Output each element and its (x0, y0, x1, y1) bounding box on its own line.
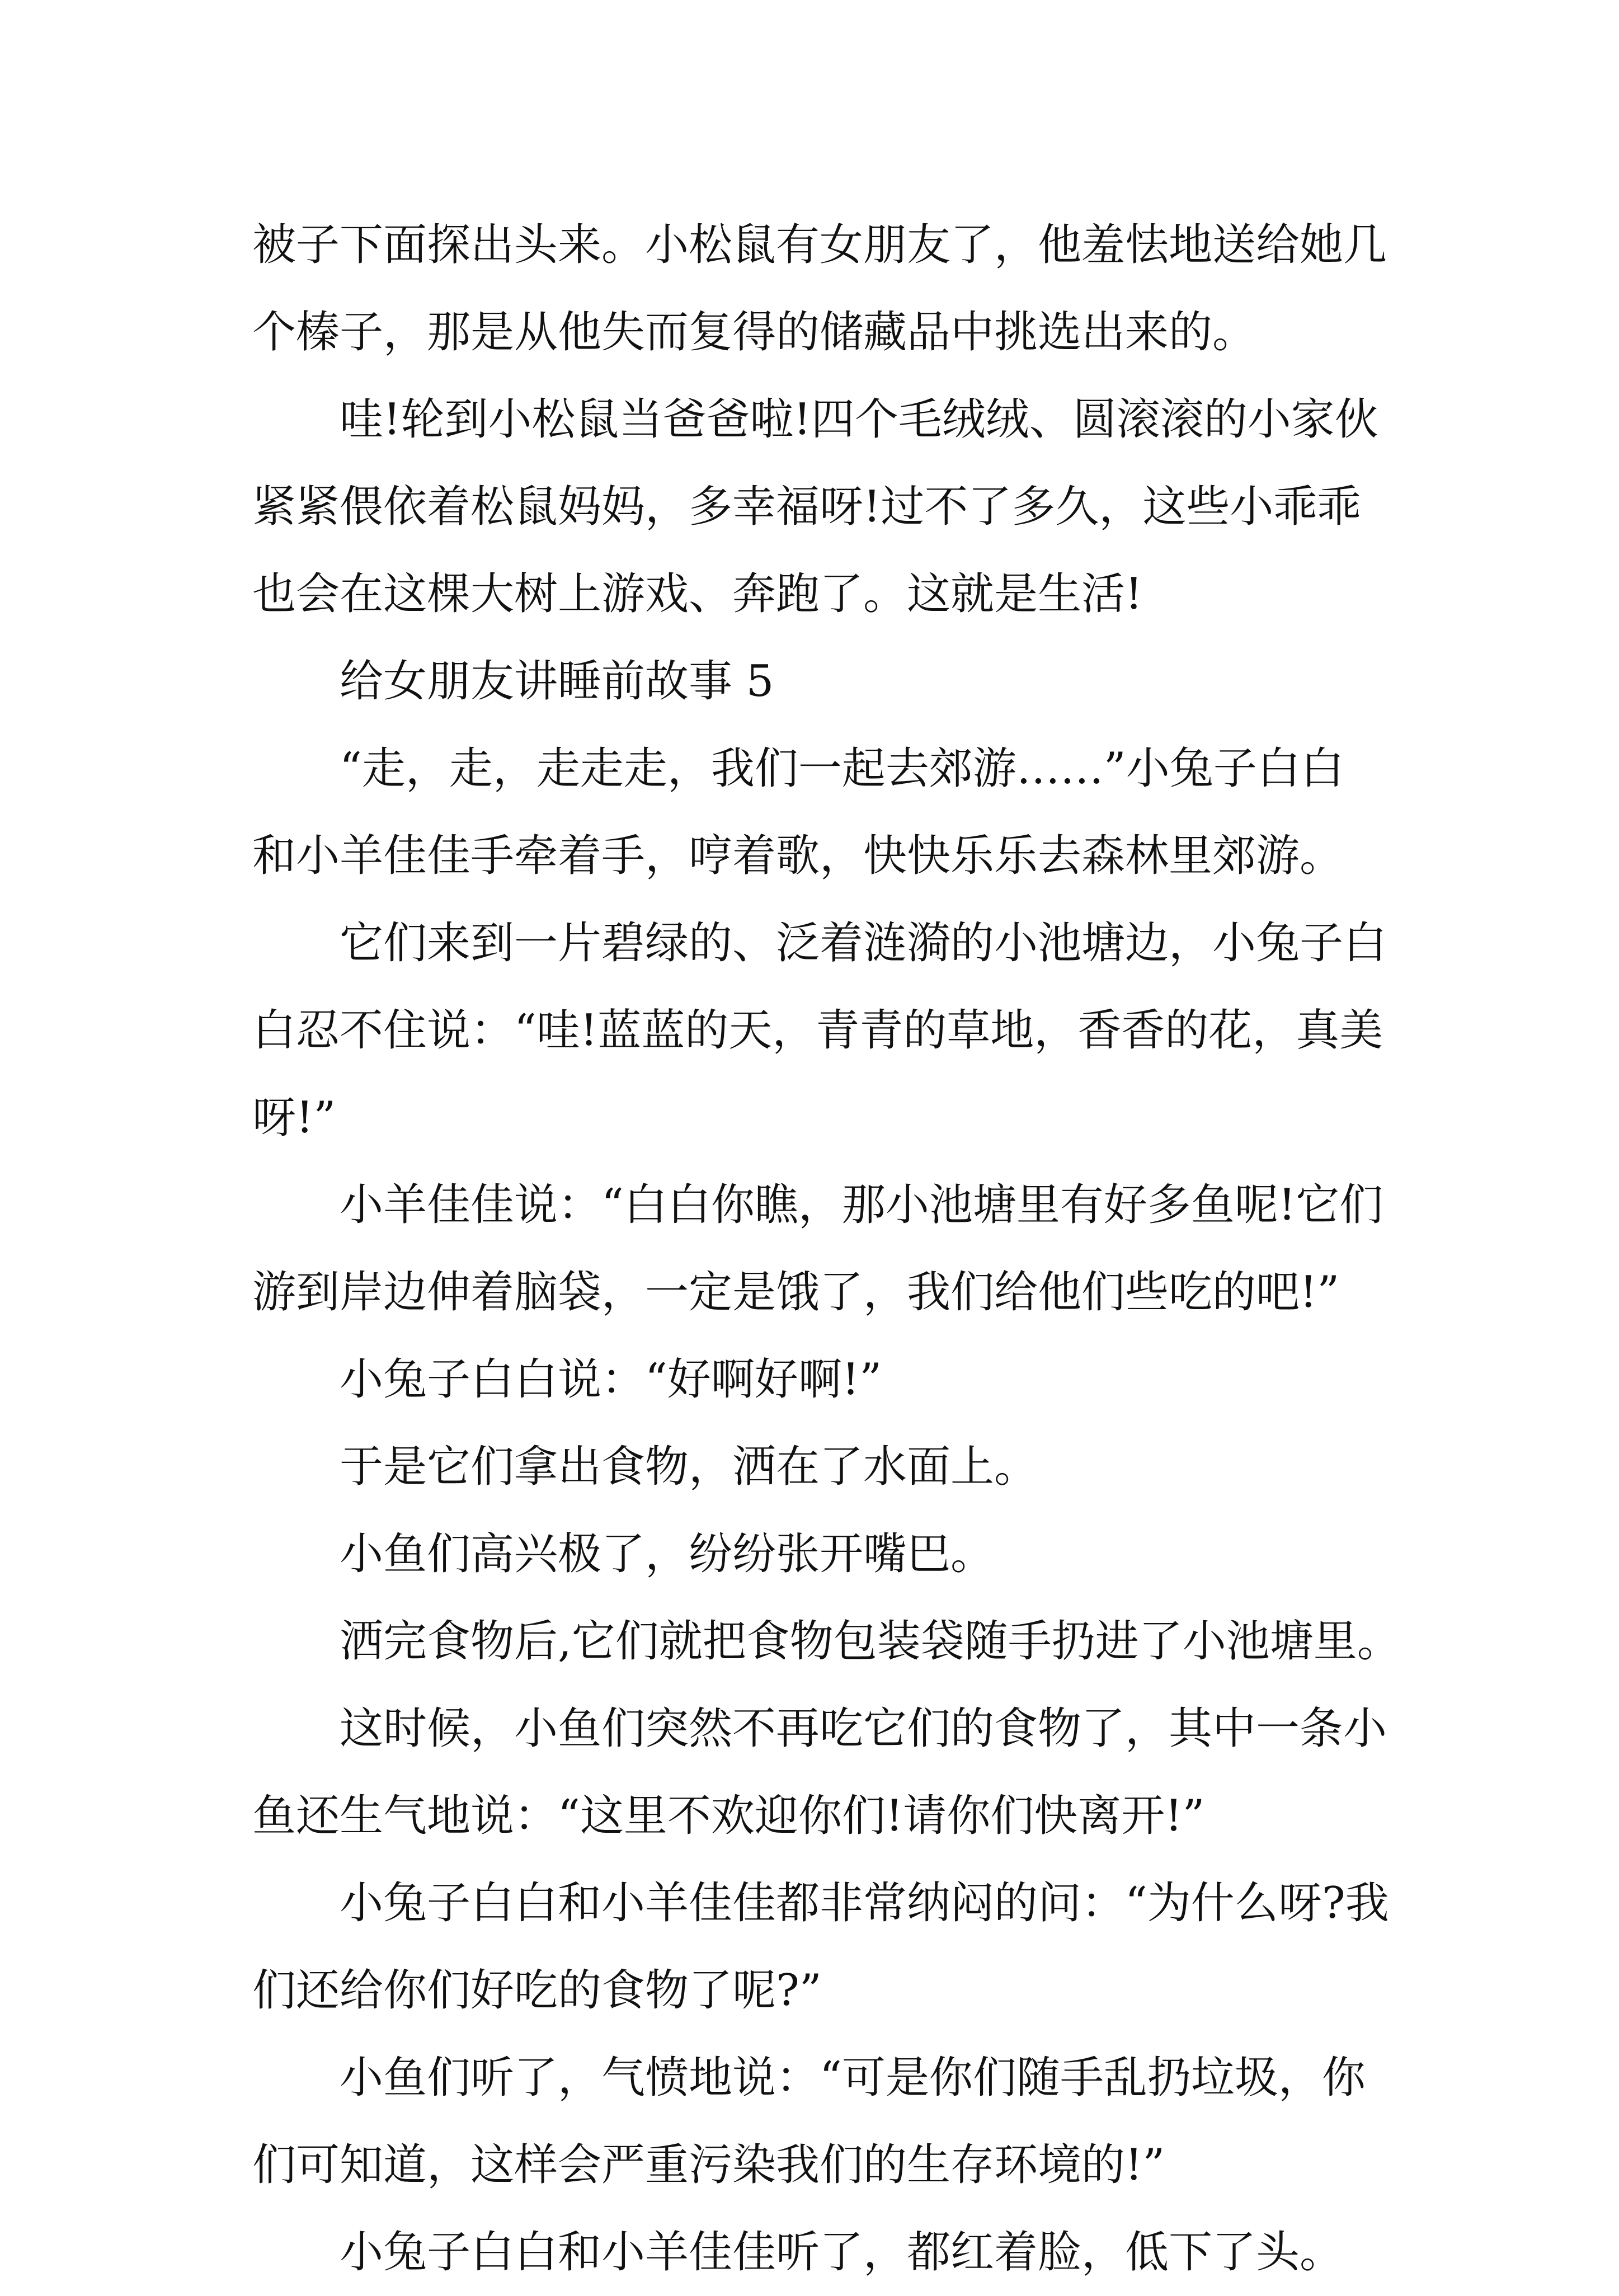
text-line: 小鱼们听了，气愤地说：“可是你们随手乱扔垃圾，你 (340, 2053, 1366, 2103)
text-line: 个榛子，那是从他失而复得的储藏品中挑选出来的。 (252, 307, 1256, 357)
text-line: 小羊佳佳说：“白白你瞧，那小池塘里有好多鱼呢!它们 (340, 1180, 1383, 1230)
text-line: 白忍不住说：“哇!蓝蓝的天，青青的草地，香香的花，真美 (252, 1005, 1383, 1056)
text-line: 被子下面探出头来。小松鼠有女朋友了，他羞怯地送给她几 (252, 220, 1387, 270)
text-line: 呀!” (252, 1093, 336, 1143)
document-body (252, 201, 1401, 2296)
text-line: 哇!轮到小松鼠当爸爸啦!四个毛绒绒、圆滚滚的小家伙 (340, 394, 1378, 445)
text-line: 们可知道，这样会严重污染我们的生存环境的!” (252, 2140, 1165, 2190)
text-line: 小鱼们高兴极了，纷纷张开嘴巴。 (340, 1529, 995, 1579)
text-line: 和小羊佳佳手牵着手，哼着歌，快快乐乐去森林里郊游。 (252, 831, 1344, 881)
text-line: 小兔子白白和小羊佳佳都非常纳闷的问：“为什么呀?我 (340, 1878, 1389, 1928)
text-line: 游到岸边伸着脑袋，一定是饿了，我们给他们些吃的吧!” (252, 1267, 1340, 1318)
text-line: 们还给你们好吃的食物了呢?” (252, 1965, 822, 2016)
text-line: 洒完食物后,它们就把食物包装袋随手扔进了小池塘里。 (340, 1616, 1401, 1667)
text-line: “走，走，走走走，我们一起去郊游……”小兔子白白 (340, 744, 1344, 794)
text-line: 也会在这棵大树上游戏、奔跑了。这就是生活! (252, 569, 1143, 619)
text-line: 小兔子白白说：“好啊好啊!” (340, 1354, 882, 1405)
text-line: 鱼还生气地说：“这里不欢迎你们!请你们快离开!” (252, 1791, 1205, 1841)
text-line: 小兔子白白和小羊佳佳听了，都红着脸，低下了头。 (340, 2227, 1344, 2278)
section-heading: 给女朋友讲睡前故事 5 (340, 656, 774, 707)
text-line: 紧紧偎依着松鼠妈妈，多幸福呀!过不了多久，这些小乖乖 (252, 482, 1361, 532)
text-line: 于是它们拿出食物，洒在了水面上。 (340, 1442, 1038, 1492)
text-line: 它们来到一片碧绿的、泛着涟漪的小池塘边，小兔子白 (340, 918, 1387, 968)
text-line: 这时候，小鱼们突然不再吃它们的食物了，其中一条小 (340, 1704, 1387, 1754)
